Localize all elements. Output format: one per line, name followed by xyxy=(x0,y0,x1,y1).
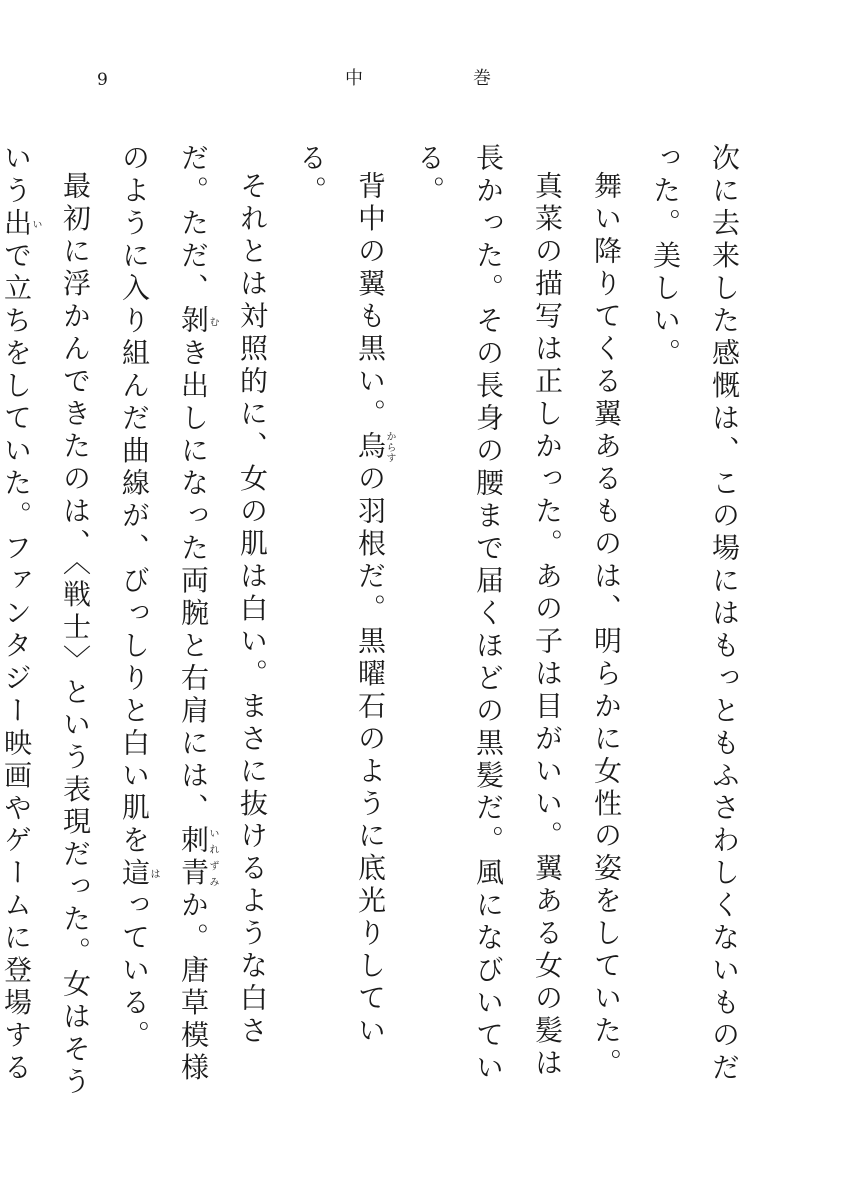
ruby-annotation: 出い xyxy=(0,207,41,241)
text-run: っている。 xyxy=(118,890,151,1053)
text-run: 真菜の描写は正しかった。あの子は目がいい。翼ある女の髪は長かった。その長身の腰まで届くほどの黒髪だ。風になびいている。 xyxy=(413,143,564,1085)
running-head-volume-suffix: 巻 xyxy=(473,68,491,89)
ruby-annotation: 烏からす xyxy=(354,430,395,464)
paragraph xyxy=(577,143,636,1105)
paragraph xyxy=(636,143,754,1105)
text-run: 背中の翼も黒い。 xyxy=(354,171,387,431)
text-run: き出しになった両腕と右肩には、 xyxy=(177,337,210,826)
text-run: か。唐草模様のように入り組んだ曲線が、びっしりと白い肌を xyxy=(118,143,210,1085)
text-run: の羽根だ。黒曜石のように底光りしている。 xyxy=(295,143,387,1048)
text-run: 次に去来した感慨は、この場にはもっともふさわしくないものだった。美しい。 xyxy=(649,143,741,1085)
ruby-annotation: 這は xyxy=(118,857,159,891)
ruby-annotation: 刺青いれずみ xyxy=(177,825,218,891)
text-run: 最初に浮かんできたのは、〈戦士〉という表現だった。女はそういう xyxy=(0,143,92,1099)
vertical-body-text xyxy=(0,143,754,1105)
page-number: 9 xyxy=(97,70,108,90)
text-run: それとは対照的に、女の肌は白い。まさに抜けるような白さだ。ただ、 xyxy=(177,143,269,1048)
paragraph xyxy=(400,143,577,1105)
running-head-volume: 中 xyxy=(345,68,363,89)
ruby-annotation: 剝む xyxy=(177,305,218,338)
paragraph xyxy=(282,143,400,1105)
paragraph xyxy=(0,143,105,1105)
text-run: 舞い降りてくる翼あるものは、明らかに女性の姿をしていた。 xyxy=(590,171,623,1081)
text-run: で立ちをしていた。ファンタジー映画やゲームに登場する xyxy=(0,240,33,1085)
paragraph xyxy=(105,143,282,1105)
